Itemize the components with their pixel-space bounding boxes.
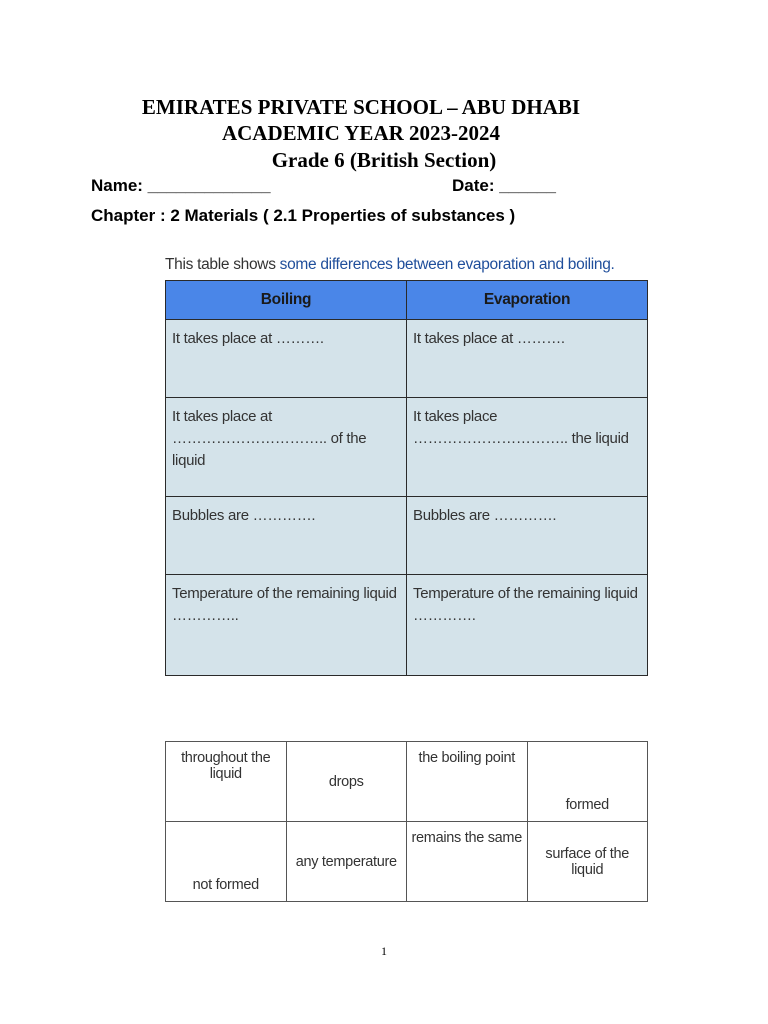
- word-bank-cell: drops: [286, 742, 407, 822]
- name-field: Name: _____________: [91, 176, 271, 195]
- cell-text: ………………………….. of the liquid: [172, 430, 367, 469]
- grade-section: Grade 6 (British Section): [271, 148, 497, 172]
- evaporation-cell: [407, 398, 648, 497]
- page-number: 1: [381, 944, 387, 958]
- header-boiling: Boiling: [166, 281, 407, 320]
- word-bank-cell: any temperature: [286, 822, 407, 902]
- intro-part3: evaporation and boiling.: [457, 256, 615, 273]
- cell-text: Temperature of the remaining liquid: [413, 585, 638, 602]
- evaporation-cell: [407, 575, 648, 676]
- word-bank-cell: throughout the liquid: [166, 742, 287, 822]
- boiling-cell: [166, 575, 407, 676]
- cell-text: ………….: [413, 607, 476, 624]
- word-bank-cell: the boiling point: [407, 742, 528, 822]
- table-row: [166, 320, 648, 398]
- boiling-cell: [166, 398, 407, 497]
- word-bank-cell: formed: [527, 742, 648, 822]
- cell-text: Bubbles are ………….: [413, 507, 557, 524]
- cell-text: …………..: [172, 607, 239, 624]
- evaporation-cell: [407, 497, 648, 575]
- intro-part2: some differences between: [279, 256, 458, 273]
- cell-text: It takes place at ……….: [172, 330, 324, 347]
- chapter-title: Chapter : 2 Materials ( 2.1 Properties of substances ): [91, 206, 516, 225]
- cell-text: It takes place: [413, 408, 498, 425]
- table-intro: [165, 256, 615, 274]
- boiling-cell: [166, 320, 407, 398]
- table-row: [166, 822, 648, 902]
- cell-text: Bubbles are ………….: [172, 507, 316, 524]
- boiling-cell: [166, 497, 407, 575]
- academic-year: ACADEMIC YEAR 2023-2024: [221, 121, 501, 145]
- intro-part1: This table shows: [165, 256, 280, 273]
- cell-text: ………………………….. the liquid: [413, 430, 629, 447]
- word-bank-table: [165, 741, 648, 902]
- table-row: [166, 742, 648, 822]
- table-row: [166, 575, 648, 676]
- word-bank-cell: not formed: [166, 822, 287, 902]
- table-row: [166, 398, 648, 497]
- word-bank-cell: surface of the liquid: [527, 822, 648, 902]
- evaporation-cell: [407, 320, 648, 398]
- date-field: Date: ______: [452, 176, 556, 195]
- cell-text: It takes place at: [172, 408, 272, 425]
- word-bank-cell: remains the same: [407, 822, 528, 902]
- header-evaporation: Evaporation: [407, 281, 648, 320]
- comparison-table: [165, 280, 648, 676]
- cell-text: Temperature of the remaining liquid: [172, 585, 397, 602]
- cell-text: It takes place at ……….: [413, 330, 565, 347]
- school-name: EMIRATES PRIVATE SCHOOL – ABU DHABI: [141, 95, 581, 119]
- table-row: [166, 497, 648, 575]
